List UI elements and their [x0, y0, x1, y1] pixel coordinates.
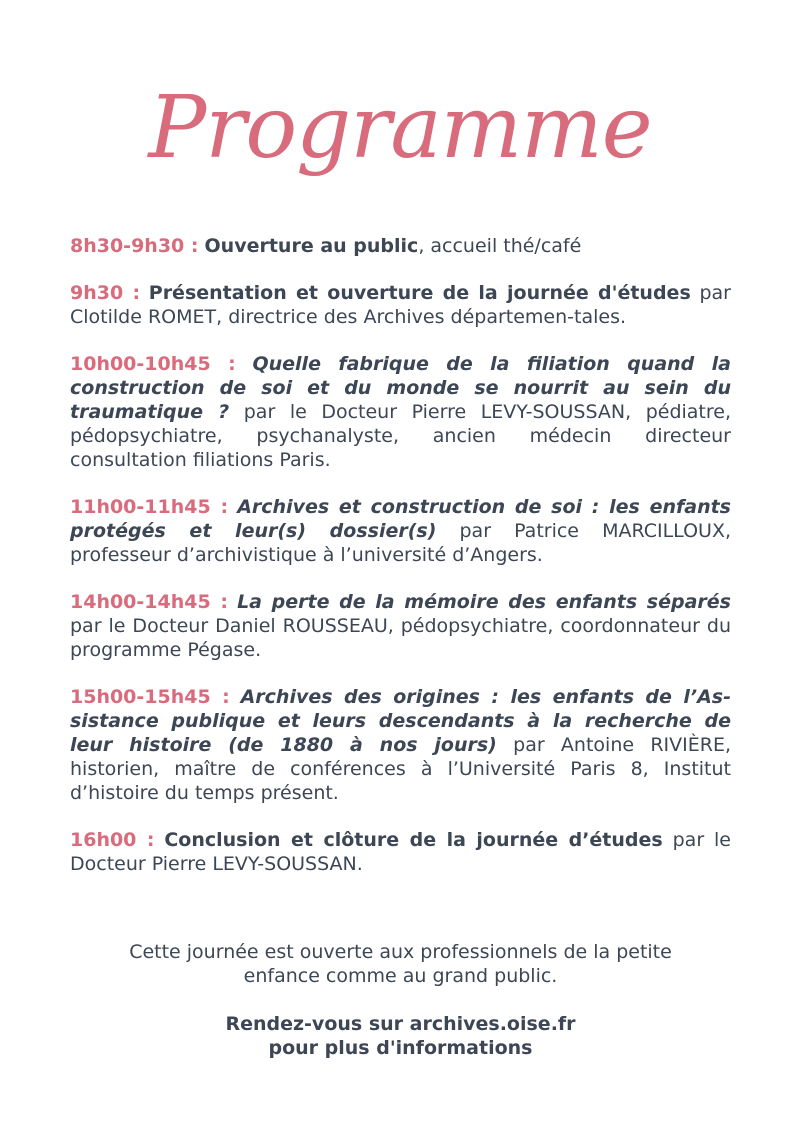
program-item	[70, 590, 731, 662]
cta-line: Rendez-vous sur archives.oise.fr	[225, 1013, 576, 1035]
item-text: par Antoine RIVIÈRE, historien, maître de conférences à l’Université Paris 8, Institut d’histoire du temps présent.	[70, 734, 731, 804]
item-time: 14h00-14h45 :	[70, 591, 228, 613]
item-time: 15h00-15h45 :	[70, 686, 230, 708]
item-text: , accueil thé/café	[418, 235, 582, 257]
program-item	[70, 234, 731, 258]
item-time: 10h00-10h45 :	[70, 353, 236, 375]
note-line: enfance comme au grand public.	[243, 965, 558, 987]
item-text: par le Docteur Pierre LEVY-SOUSSAN, pédiatre, pédopsychiatre, psychanalyste, ancien médecin directeur consultation filiations Paris.	[70, 401, 731, 471]
call-to-action	[70, 1012, 731, 1060]
page-title: Programme	[148, 78, 652, 178]
program-list	[70, 234, 731, 899]
audience-note	[70, 940, 731, 988]
program-item	[70, 495, 731, 567]
program-item	[70, 828, 731, 876]
item-subject: Quelle fabrique de la filiation quand la construction de soi et du monde se nourrit au sein du traumatique ?	[70, 353, 731, 423]
program-item	[70, 352, 731, 472]
item-subject: Présentation et ouverture de la journée d'études	[148, 282, 691, 304]
program-item	[70, 281, 731, 329]
item-time: 16h00 :	[70, 829, 155, 851]
item-text: par le Docteur Pierre LEVY-SOUSSAN.	[70, 829, 731, 875]
item-time: 9h30 :	[70, 282, 141, 304]
item-subject: Archives et construction de soi : les enfants protégés et leur(s) dossier(s)	[70, 496, 731, 542]
item-text: par le Docteur Daniel ROUSSEAU, pédopsychiatre, coordonnateur du programme Pégase.	[70, 615, 731, 661]
item-subject: Conclusion et clôture de la journée d’études	[164, 829, 663, 851]
cta-line: pour plus d'informations	[268, 1037, 533, 1059]
item-time: 11h00-11h45 :	[70, 496, 229, 518]
note-line: Cette journée est ouverte aux professionnels de la petite	[129, 941, 672, 963]
item-text: par Patrice MARCILLOUX, professeur d’archivistique à l’université d’Angers.	[70, 520, 731, 566]
item-time: 8h30-9h30 :	[70, 235, 199, 257]
item-subject: La perte de la mémoire des enfants séparés	[237, 591, 731, 613]
item-text: par Clotilde ROMET, directrice des Archives départemen-tales.	[70, 282, 731, 328]
item-subject: Archives des origines : les enfants de l’As-sistance publique et leurs descendants à la recherche de leur histoire (de 1880 à nos jours)	[70, 686, 731, 756]
item-subject: Ouverture au public	[204, 235, 419, 257]
program-item	[70, 685, 731, 805]
